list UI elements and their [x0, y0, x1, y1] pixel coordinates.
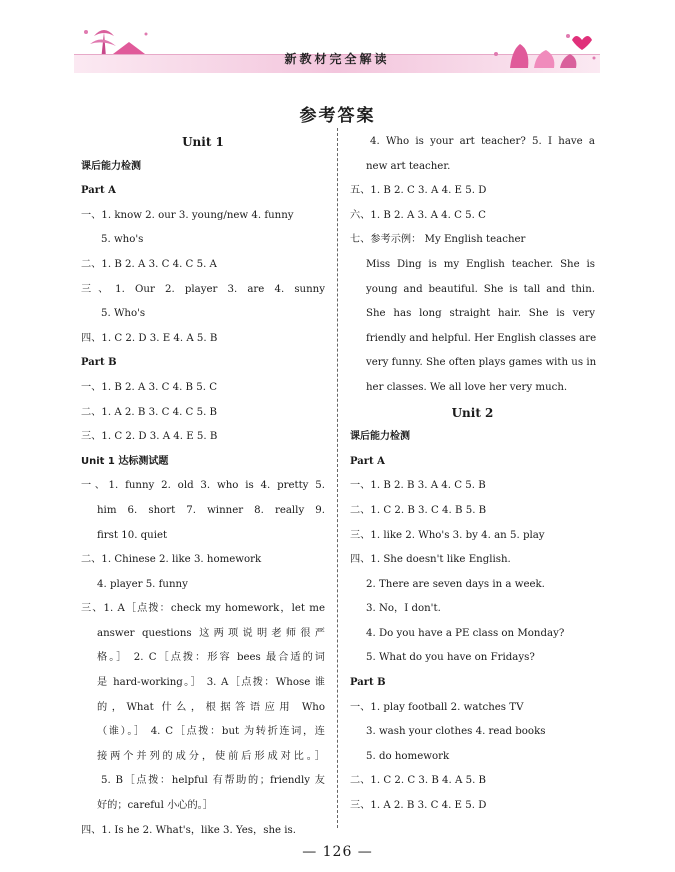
- answer-line: 4. Do you have a PE class on Monday?: [366, 627, 565, 639]
- answer-line: 二、1. C 2. B 3. C 4. B 5. B: [350, 504, 487, 516]
- part-heading: Part B: [350, 677, 386, 689]
- answer-line: 3. No，I don't.: [366, 603, 441, 615]
- answer-line: him 6. short 7. winner 8. really 9.: [97, 504, 325, 516]
- answer-line: 接两个并列的成分，使前后形成对比。］: [97, 750, 325, 762]
- subsection-heading: 课后能力检测: [81, 160, 141, 172]
- answer-line: new art teacher.: [366, 160, 451, 172]
- answer-line: 二、1. B 2. A 3. C 4. C 5. A: [81, 258, 217, 270]
- answer-line: （谁）。］ 4. C［点拨：but 为转折连词，连: [97, 726, 325, 738]
- section-heading: Unit 2: [451, 405, 494, 420]
- answer-line: 六、1. B 2. A 3. A 4. C 5. C: [350, 209, 486, 221]
- answer-line: 一、1. B 2. A 3. C 4. B 5. C: [81, 381, 218, 393]
- answer-line: 三、1. A［点拨：check my homework，let me: [81, 603, 325, 615]
- answer-line: 5. What do you have on Fridays?: [366, 652, 535, 664]
- answer-line: 5. B［点拨：helpful 有帮助的；friendly 友: [101, 775, 325, 787]
- answer-line: 四、1. C 2. D 3. E 4. A 5. B: [81, 332, 218, 344]
- answer-line: very funny. She often plays games with us in: [366, 357, 597, 369]
- answer-line: 一、1. funny 2. old 3. who is 4. pretty 5.: [81, 480, 325, 492]
- part-heading: Part A: [350, 455, 385, 467]
- answer-line: 3. wash your clothes 4. read books: [366, 726, 546, 738]
- answer-line: 三、1. Our 2. player 3. are 4. sunny: [81, 283, 325, 295]
- banner-title: 新教材完全解读: [284, 52, 390, 66]
- column-divider: [337, 128, 338, 828]
- answer-line: 三、1. like 2. Who's 3. by 4. an 5. play: [350, 529, 545, 541]
- answer-line: young and beautiful. She is tall and thin.: [366, 283, 595, 295]
- answer-line: 七、参考示例： My English teacher: [350, 234, 526, 246]
- answer-line: 是 hard-working。］ 3. A［点拨：Whose 谁: [97, 677, 325, 689]
- answer-line: 三、1. A 2. B 3. C 4. E 5. D: [350, 800, 487, 812]
- subsection-heading: Unit 1 达标测试题: [81, 455, 169, 467]
- answer-line: She has long straight hair. She is very: [366, 308, 595, 320]
- answer-line: friendly and helpful. Her English classes are: [366, 332, 597, 344]
- answer-line: 二、1. A 2. B 3. C 4. C 5. B: [81, 406, 218, 418]
- answer-line: her classes. We all love her very much.: [366, 381, 568, 393]
- answer-line: 5. who's: [101, 234, 144, 246]
- right-column: [350, 131, 595, 820]
- answer-line: 好的；careful 小心的。］: [97, 800, 213, 812]
- answer-line: 2. There are seven days in a week.: [366, 578, 545, 590]
- answer-line: first 10. quiet: [97, 529, 168, 541]
- answer-line: 三、1. C 2. D 3. A 4. E 5. B: [81, 431, 218, 443]
- header-banner: [74, 24, 600, 78]
- answer-line: 四、1. Is he 2. What's，like 3. Yes，she is.: [81, 824, 297, 836]
- part-heading: Part B: [81, 357, 117, 369]
- answer-line: 五、1. B 2. C 3. A 4. E 5. D: [350, 185, 487, 197]
- answer-line: 一、1. B 2. B 3. A 4. C 5. B: [350, 480, 486, 492]
- section-heading: Unit 1: [182, 135, 224, 149]
- answer-line: 5. do homework: [366, 750, 450, 762]
- left-column: [81, 131, 325, 844]
- answer-line: 5. Who's: [101, 308, 146, 320]
- answer-line: 一、1. know 2. our 3. young/new 4. funny: [81, 209, 294, 221]
- heart-flower-decoration-icon: [450, 24, 600, 74]
- answer-line: 格。］ 2. C［点拨：形容 bees 最合适的词: [97, 652, 325, 664]
- answer-line: 二、1. C 2. C 3. B 4. A 5. B: [350, 775, 487, 787]
- answer-line: 四、1. She doesn't like English.: [350, 554, 511, 566]
- subsection-heading: 课后能力检测: [350, 431, 410, 443]
- page-number: — 126 —: [302, 844, 373, 860]
- answer-line: Miss Ding is my English teacher. She is: [366, 258, 595, 270]
- answer-line: 4. player 5. funny: [97, 578, 188, 590]
- answer-line: 的，What 什么，根据答语应用 Who: [97, 701, 325, 713]
- answer-line: answer questions 这两项说明老师很严: [97, 627, 325, 639]
- part-heading: Part A: [81, 185, 116, 197]
- answer-line: 一、1. play football 2. watches TV: [350, 701, 524, 713]
- page-title: 参考答案: [299, 106, 376, 126]
- answer-line: 二、1. Chinese 2. like 3. homework: [81, 554, 262, 566]
- answer-line: 4. Who is your art teacher? 5. I have a: [370, 136, 595, 147]
